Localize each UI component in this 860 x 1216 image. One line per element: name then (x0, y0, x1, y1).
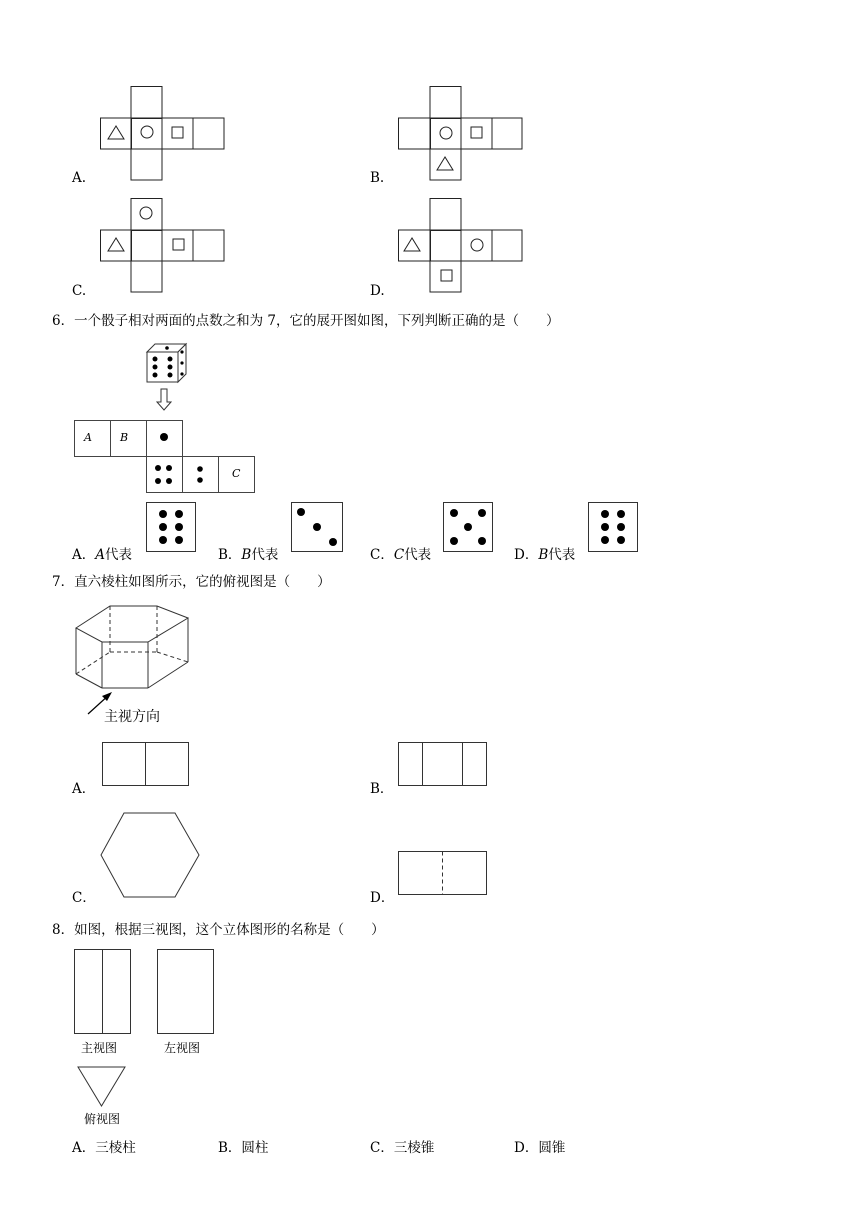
q8-option-c (370, 1136, 434, 1156)
q7-option-d-figure (398, 851, 488, 896)
circle-icon (471, 239, 483, 251)
die-face-six-icon (146, 502, 196, 552)
square-icon (172, 127, 183, 138)
q7-option-b-figure (398, 742, 488, 787)
net-label-a: A (84, 431, 92, 444)
option-letter: B． (218, 1140, 242, 1156)
q6-option-b (218, 543, 278, 563)
q8-stem: 8．如图，根据三视图，这个立体图形的名称是（ ） (52, 922, 385, 938)
option-text: 圆锥 (538, 1140, 566, 1156)
option-var: C (393, 547, 405, 563)
die-face-three-icon (291, 502, 343, 552)
hexagonal-prism-figure (74, 604, 194, 722)
triangle-icon (108, 126, 124, 139)
top-view-figure (77, 1066, 127, 1108)
q8-option-a (72, 1136, 136, 1156)
option-text: 三棱锥 (393, 1140, 435, 1156)
top-view-label: 俯视图 (84, 1112, 121, 1126)
triangle-icon (437, 157, 453, 170)
option-letter: B． (218, 547, 242, 563)
q5-option-c-letter: C. (72, 283, 87, 299)
option-text: 三棱柱 (95, 1140, 136, 1156)
option-var: B (538, 547, 549, 563)
q6-option-c (370, 543, 431, 563)
q5-option-d-letter: D. (370, 283, 385, 299)
option-var: A (95, 547, 105, 563)
q7-option-a-figure (102, 742, 190, 787)
q6-option-d (514, 543, 575, 563)
option-text: 代表 (105, 547, 132, 563)
option-letter: C． (370, 1140, 394, 1156)
die-face-six-icon (588, 502, 638, 552)
front-view-label: 主视图 (81, 1041, 118, 1055)
q7-option-c-letter: C． (72, 890, 96, 906)
circle-icon (440, 127, 452, 139)
option-letter: D． (514, 1140, 539, 1156)
q6-die-net (74, 420, 256, 495)
die-face-five-icon (443, 502, 493, 552)
option-letter: A． (72, 1140, 96, 1156)
net-label-b: B (120, 431, 129, 444)
q8-option-b (218, 1136, 268, 1156)
die-3d-icon (145, 342, 190, 384)
q7-option-d-letter: D． (370, 890, 395, 906)
q5-option-a-letter: A. (72, 170, 87, 186)
option-text: 圆柱 (241, 1140, 269, 1156)
q7-stem: 7．直六棱柱如图所示，它的俯视图是（ ） (52, 574, 331, 590)
q7-option-c-figure (100, 812, 200, 898)
circle-icon (141, 126, 153, 138)
option-text: 代表 (251, 547, 279, 563)
q5-net-b (398, 86, 526, 182)
front-view-figure (74, 949, 132, 1035)
q7-option-a-letter: A． (72, 781, 96, 797)
arrow-label: 主视方向 (104, 709, 160, 725)
circle-icon (140, 207, 152, 219)
triangle-icon (404, 238, 420, 251)
option-text: 代表 (548, 547, 576, 563)
option-letter: A． (72, 547, 96, 563)
left-view-figure (157, 949, 215, 1035)
square-icon (173, 239, 184, 250)
q5-net-d (398, 198, 526, 294)
left-view-label: 左视图 (164, 1041, 201, 1055)
square-icon (471, 127, 482, 138)
q6-option-a (72, 543, 132, 563)
q5-net-c (100, 198, 228, 294)
option-text: 代表 (404, 547, 432, 563)
q8-option-d (514, 1136, 565, 1156)
q6-stem: 6．一个骰子相对两面的点数之和为 7，它的展开图如图，下列判断正确的是（ ） (52, 313, 560, 329)
triangle-icon (108, 238, 124, 251)
option-letter: C． (370, 547, 394, 563)
square-icon (441, 270, 452, 281)
net-label-c: C (232, 467, 241, 480)
q7-option-b-letter: B． (370, 781, 394, 797)
option-var: B (241, 547, 252, 563)
q5-option-b-letter: B. (370, 170, 385, 186)
option-letter: D． (514, 547, 539, 563)
q5-net-a (100, 86, 228, 182)
down-arrow-icon (155, 388, 173, 412)
